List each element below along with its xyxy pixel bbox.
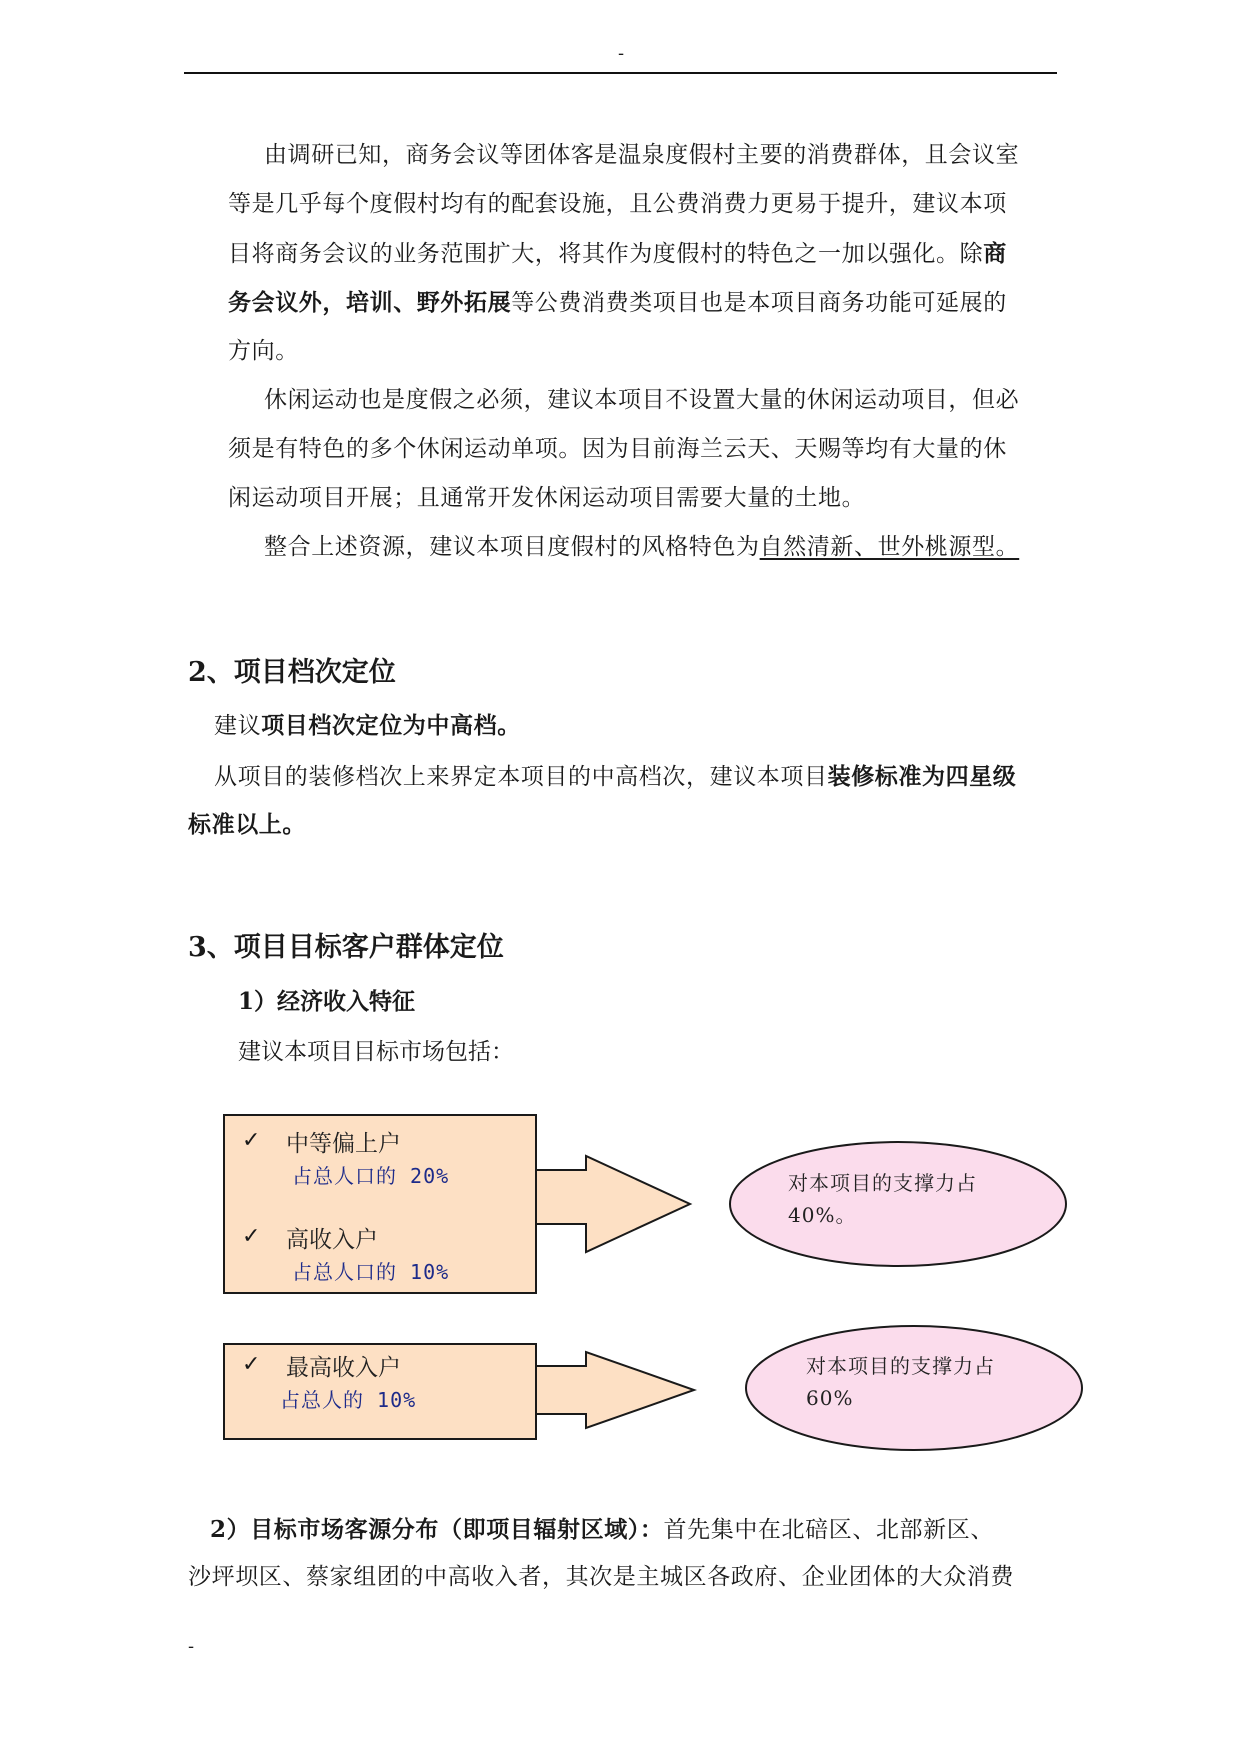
- intro-p1-line1: 由调研已知，商务会议等团体客是温泉度假村主要的消费群体，且会议室: [264, 142, 1020, 168]
- support-ellipse-1: [730, 1142, 1066, 1266]
- intro-p2-line1: 休闲运动也是度假之必须，建议本项目不设置大量的休闲运动项目，但必: [264, 387, 1020, 413]
- check-icon: ✓: [242, 1224, 261, 1249]
- arrow-1: [536, 1156, 690, 1252]
- support-ellipse-1-line1: 对本项目的支撑力占: [788, 1171, 977, 1195]
- check-icon: ✓: [242, 1352, 261, 1377]
- header-mark: -: [618, 43, 625, 64]
- footer-mark: -: [188, 1636, 195, 1657]
- arrow-2: [536, 1352, 694, 1428]
- check-icon: ✓: [242, 1128, 261, 1153]
- section2-line2: 从项目的装修档次上来界定本项目的中高档次，建议本项目装修标准为四星级: [214, 763, 1017, 790]
- income-label-highest: 最高收入户: [286, 1355, 401, 1381]
- section3-sub2: 2）目标市场客源分布（即项目辐射区域）：首先集中在北碚区、北部新区、: [210, 1516, 994, 1543]
- support-ellipse-2-line2: 60%: [806, 1386, 854, 1410]
- support-ellipse-2: [746, 1326, 1082, 1450]
- income-note-highest: 占总人的 10%: [280, 1388, 417, 1412]
- section3-sub1: 1）经济收入特征: [238, 988, 416, 1015]
- income-note-high: 占总人口的 10%: [292, 1260, 450, 1284]
- section3-sub2-line2: 沙坪坝区、蔡家组团的中高收入者，其次是主城区各政府、企业团体的大众消费: [188, 1564, 1014, 1590]
- section2-line1: 建议项目档次定位为中高档。: [214, 712, 521, 739]
- support-ellipse-1-line2: 40%。: [788, 1203, 857, 1227]
- intro-p1-line3: 目将商务会议的业务范围扩大，将其作为度假村的特色之一加以强化。除商: [228, 240, 1007, 267]
- intro-p1-line5: 方向。: [228, 338, 299, 364]
- intro-p3: 整合上述资源，建议本项目度假村的风格特色为自然清新、世外桃源型。: [264, 534, 1020, 560]
- income-label-upper-middle: 中等偏上户: [286, 1131, 401, 1157]
- income-label-high: 高收入户: [286, 1227, 378, 1253]
- intro-p1-line4: 务会议外，培训、野外拓展等公费消费类项目也是本项目商务功能可延展的: [228, 289, 1007, 316]
- intro-p1-line2: 等是几乎每个度假村均有的配套设施，且公费消费力更易于提升，建议本项: [228, 191, 1007, 217]
- income-note-upper-middle: 占总人口的 20%: [292, 1164, 450, 1188]
- section2-line3: 标准以上。: [188, 811, 306, 838]
- support-ellipse-2-line1: 对本项目的支撑力占: [806, 1354, 995, 1378]
- section3-intro: 建议本项目目标市场包括：: [238, 1039, 514, 1065]
- section2-heading: 2、项目档次定位: [188, 657, 396, 688]
- intro-p2-line3: 闲运动项目开展；且通常开发休闲运动项目需要大量的土地。: [228, 485, 866, 511]
- section3-heading: 3、项目目标客户群体定位: [188, 932, 504, 963]
- intro-p2-line2: 须是有特色的多个休闲运动单项。因为目前海兰云天、天赐等均有大量的休: [228, 436, 1007, 462]
